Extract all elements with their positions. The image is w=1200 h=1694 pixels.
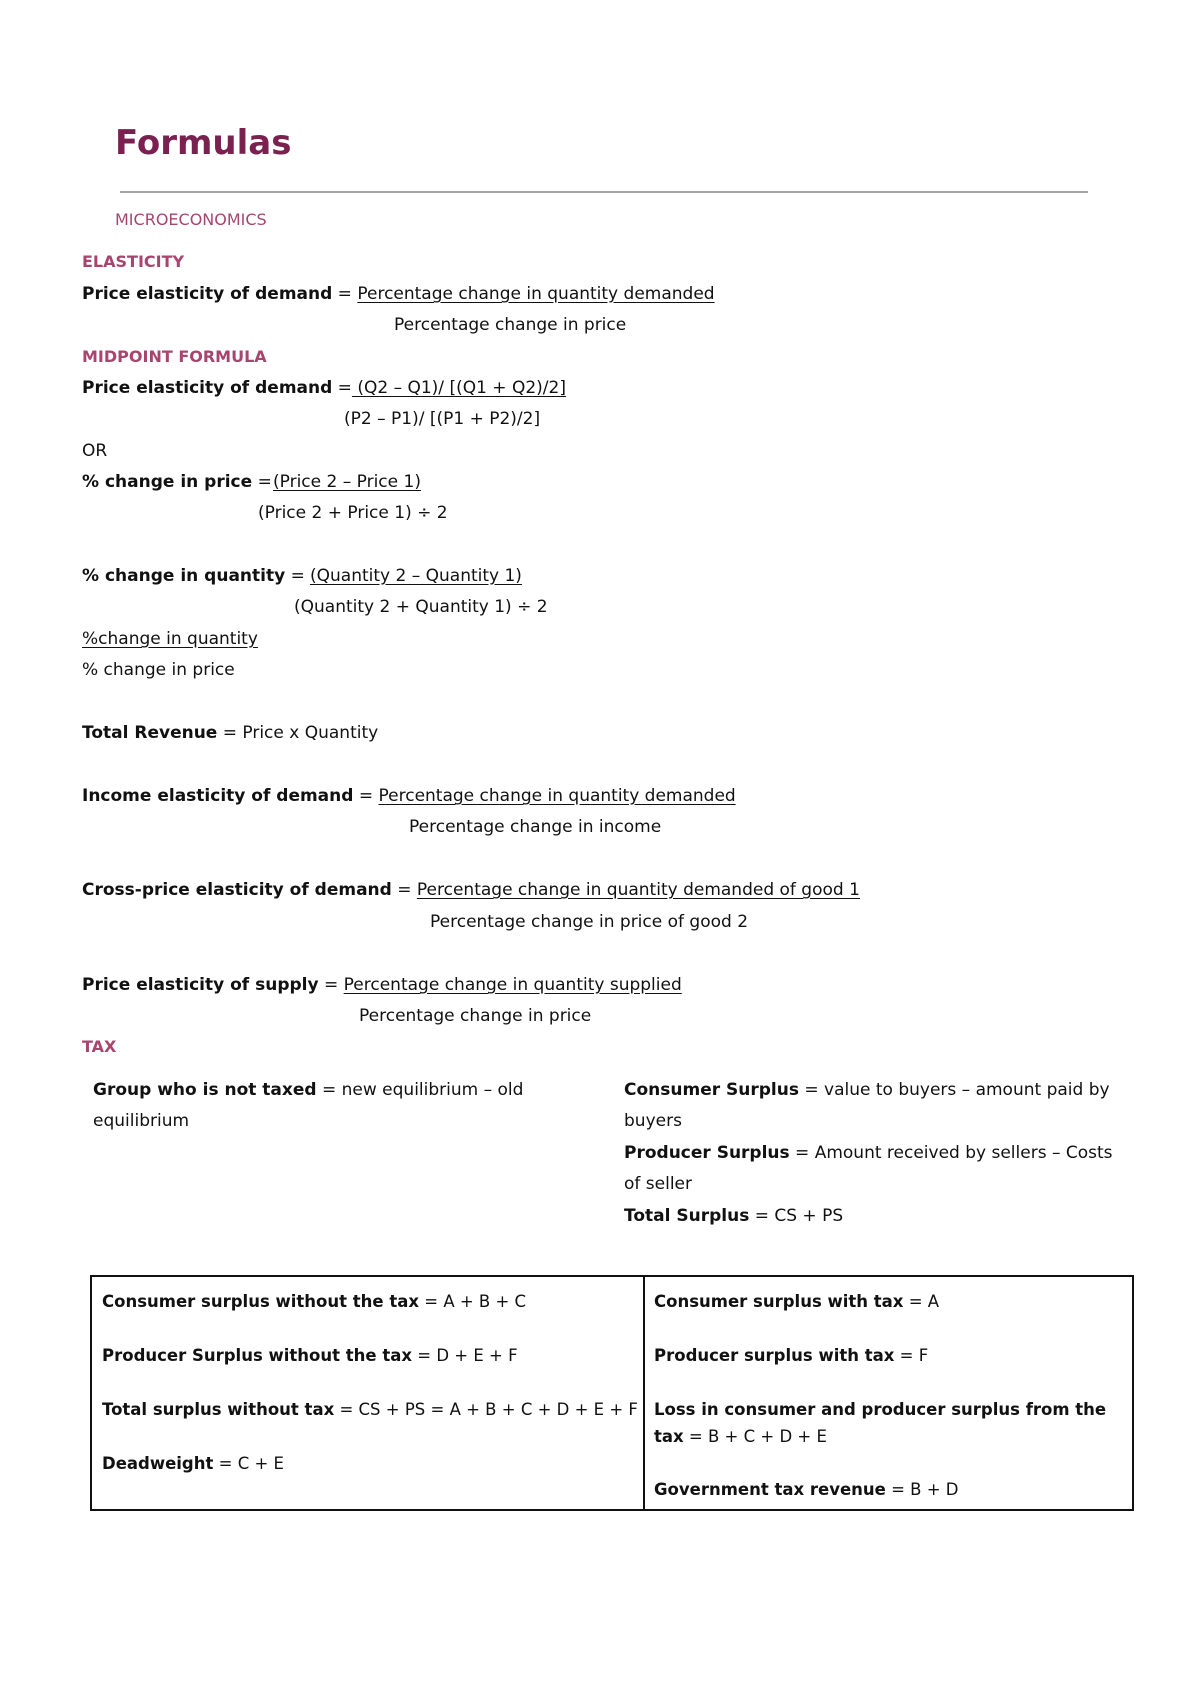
income-formula — [82, 788, 736, 805]
cross-numerator: Percentage change in quantity demanded of good 1 — [416, 880, 860, 900]
pct-price-denominator: (Price 2 + Price 1) ÷ 2 — [258, 503, 448, 523]
income-eq: = — [353, 786, 379, 806]
pct-qty-label: % change in quantity — [82, 566, 286, 586]
ped-label: Price elasticity of demand — [82, 284, 333, 304]
ped-formula — [82, 286, 715, 303]
heading-elasticity: ELASTICITY — [82, 252, 185, 271]
supply-numerator: Percentage change in quantity supplied — [343, 975, 682, 995]
ts-label: Total Surplus — [624, 1206, 750, 1226]
ped-eq: = — [332, 284, 358, 304]
heading-midpoint: MIDPOINT FORMULA — [82, 347, 267, 366]
cross-formula — [82, 882, 860, 899]
table-right-r3-label: Loss in consumer and producer surplus from the — [654, 1400, 1107, 1419]
midpoint-eq: = — [332, 378, 352, 398]
income-label: Income elasticity of demand — [82, 786, 354, 806]
table-right-row3 — [654, 1402, 1106, 1419]
income-denominator: Percentage change in income — [409, 817, 662, 837]
total-revenue-rest: = Price x Quantity — [217, 723, 379, 743]
cross-eq: = — [391, 880, 417, 900]
table-left-r1-rest: = A + B + C — [419, 1292, 527, 1311]
pct-qty-denominator: (Quantity 2 + Quantity 1) ÷ 2 — [294, 597, 548, 617]
ps-line1 — [624, 1145, 1113, 1162]
ps-line2: of seller — [624, 1174, 692, 1194]
cross-label: Cross-price elasticity of demand — [82, 880, 392, 900]
total-revenue-formula — [82, 725, 378, 742]
supply-eq: = — [318, 975, 344, 995]
supply-formula — [82, 977, 682, 994]
pct-qty-formula — [82, 568, 305, 585]
table-right-r2-rest: = F — [894, 1346, 929, 1365]
not-taxed-line2: equilibrium — [93, 1111, 190, 1131]
table-left-r3-rest: = CS + PS = A + B + C + D + E + F — [334, 1400, 638, 1419]
table-left-r2-label: Producer Surplus without the tax — [102, 1346, 413, 1365]
or-text: OR — [82, 441, 108, 461]
cross-denominator: Percentage change in price of good 2 — [430, 912, 749, 932]
midpoint-numerator: (Q2 – Q1)/ [(Q1 + Q2)/2] — [351, 378, 566, 398]
midpoint-label: Price elasticity of demand — [82, 378, 333, 398]
pct-qty-eq: = — [285, 566, 305, 586]
cs-line2: buyers — [624, 1111, 682, 1131]
supply-label: Price elasticity of supply — [82, 975, 319, 995]
page-title: Formulas — [115, 123, 292, 163]
heading-tax: TAX — [82, 1037, 117, 1056]
table-left-row1 — [102, 1294, 526, 1311]
table-divider — [643, 1277, 645, 1509]
table-right-row3-cont — [654, 1429, 827, 1446]
midpoint-denominator: (P2 – P1)/ [(P1 + P2)/2] — [344, 409, 541, 429]
ratio-denominator: % change in price — [82, 660, 235, 680]
not-taxed-line1 — [93, 1082, 523, 1099]
table-left-r1-label: Consumer surplus without the tax — [102, 1292, 419, 1311]
table-left-r3-label: Total surplus without tax — [102, 1400, 335, 1419]
table-right-r3-label2: tax — [654, 1427, 684, 1446]
income-numerator: Percentage change in quantity demanded — [378, 786, 736, 806]
ts-line — [624, 1208, 843, 1225]
subtitle: MICROECONOMICS — [115, 210, 267, 229]
table-right-r2-label: Producer surplus with tax — [654, 1346, 895, 1365]
pct-qty-numerator: (Quantity 2 – Quantity 1) — [310, 566, 522, 586]
not-taxed-rest: = new equilibrium – old — [316, 1080, 524, 1100]
pct-price-eq: = — [252, 472, 272, 492]
table-right-row2 — [654, 1348, 928, 1365]
ped-numerator: Percentage change in quantity demanded — [357, 284, 715, 304]
table-left-row2 — [102, 1348, 518, 1365]
ped-denominator: Percentage change in price — [394, 315, 627, 335]
ratio-numerator: %change in quantity — [82, 629, 258, 649]
table-right-row4 — [654, 1482, 959, 1499]
table-left-row4 — [102, 1456, 284, 1473]
table-right-r1-label: Consumer surplus with tax — [654, 1292, 904, 1311]
table-right-r1-rest: = A — [903, 1292, 940, 1311]
table-left-r2-rest: = D + E + F — [412, 1346, 518, 1365]
table-left-r4-rest: = C + E — [213, 1454, 284, 1473]
total-revenue-label: Total Revenue — [82, 723, 218, 743]
supply-denominator: Percentage change in price — [359, 1006, 592, 1026]
ts-rest: = CS + PS — [749, 1206, 844, 1226]
surplus-table — [90, 1275, 1134, 1511]
ps-label: Producer Surplus — [624, 1143, 790, 1163]
not-taxed-label: Group who is not taxed — [93, 1080, 317, 1100]
table-left-row3 — [102, 1402, 638, 1419]
midpoint-formula — [82, 380, 566, 397]
cs-line1 — [624, 1082, 1110, 1099]
ps-rest: = Amount received by sellers – Costs — [789, 1143, 1113, 1163]
pct-price-numerator: (Price 2 – Price 1) — [273, 472, 421, 492]
title-divider — [120, 191, 1088, 193]
table-left-r4-label: Deadweight — [102, 1454, 214, 1473]
pct-price-label: % change in price — [82, 472, 253, 492]
table-right-r4-label: Government tax revenue — [654, 1480, 886, 1499]
table-right-r3-rest: = B + C + D + E — [683, 1427, 827, 1446]
cs-rest: = value to buyers – amount paid by — [798, 1080, 1110, 1100]
table-right-r4-rest: = B + D — [885, 1480, 959, 1499]
cs-label: Consumer Surplus — [624, 1080, 799, 1100]
table-right-row1 — [654, 1294, 939, 1311]
pct-price-formula — [82, 474, 272, 491]
